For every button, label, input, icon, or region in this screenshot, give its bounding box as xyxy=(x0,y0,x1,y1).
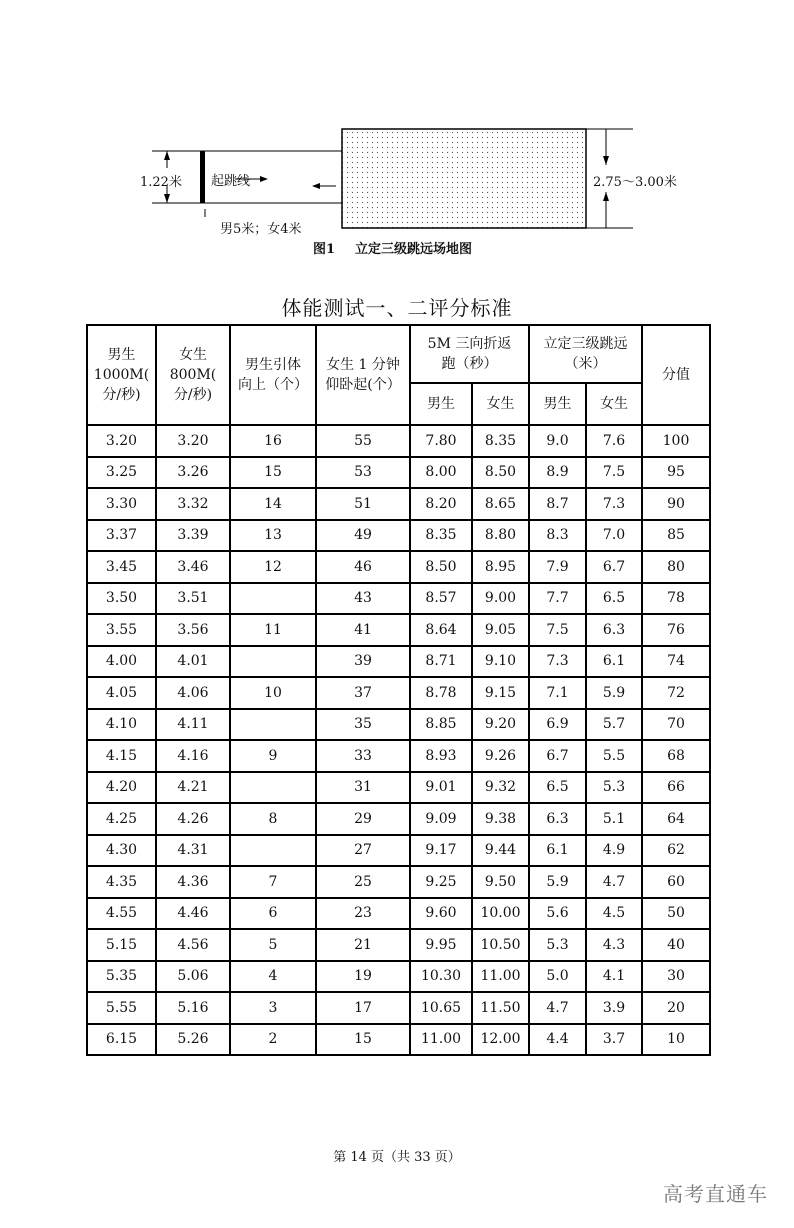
table-cell: 39 xyxy=(316,646,410,678)
table-cell: 72 xyxy=(642,677,710,709)
table-cell xyxy=(230,709,316,741)
table-cell: 4.00 xyxy=(87,646,156,678)
table-cell: 62 xyxy=(642,835,710,867)
table-cell: 4.20 xyxy=(87,772,156,804)
table-cell: 7.7 xyxy=(529,583,586,615)
header-shuttle-run: 5M 三向折返 跑（秒） xyxy=(410,325,529,383)
header-triple-jump: 立定三级跳远 （米） xyxy=(529,325,642,383)
table-row xyxy=(87,866,710,898)
table-cell: 9.0 xyxy=(529,425,586,457)
table-cell: 4 xyxy=(230,961,316,993)
table-cell: 8.20 xyxy=(410,488,472,520)
table-cell: 60 xyxy=(642,866,710,898)
table-cell: 5.5 xyxy=(586,740,642,772)
table-cell: 8.50 xyxy=(410,551,472,583)
header-female-situp: 女生 1 分钟 仰卧起(个） xyxy=(316,325,410,425)
table-cell: 4.5 xyxy=(586,898,642,930)
table-cell: 9 xyxy=(230,740,316,772)
scoring-table xyxy=(86,324,711,1056)
table-row xyxy=(87,583,710,615)
table-body xyxy=(87,425,710,1055)
table-cell: 6.7 xyxy=(586,551,642,583)
table-cell: 20 xyxy=(642,992,710,1024)
table-cell: 12.00 xyxy=(472,1024,529,1056)
table-cell: 3.55 xyxy=(87,614,156,646)
table-cell: 11.50 xyxy=(472,992,529,1024)
table-cell: 5.06 xyxy=(156,961,230,993)
table-cell: 10.00 xyxy=(472,898,529,930)
page-number: 第 14 页（共 33 页） xyxy=(333,1150,461,1165)
table-cell: 74 xyxy=(642,646,710,678)
header-male-pullup: 男生引体 向上（个） xyxy=(230,325,316,425)
table-cell: 68 xyxy=(642,740,710,772)
table-cell xyxy=(230,772,316,804)
table-cell: 8.57 xyxy=(410,583,472,615)
table-cell: 6.5 xyxy=(529,772,586,804)
table-cell: 6.15 xyxy=(87,1024,156,1056)
watermark: 高考直通车 xyxy=(663,1182,768,1206)
table-cell: 33 xyxy=(316,740,410,772)
table-cell: 8.85 xyxy=(410,709,472,741)
table-cell: 4.16 xyxy=(156,740,230,772)
table-cell: 5.16 xyxy=(156,992,230,1024)
table-cell: 3.26 xyxy=(156,457,230,489)
table-cell: 13 xyxy=(230,520,316,552)
table-cell xyxy=(230,583,316,615)
table-cell: 3.25 xyxy=(87,457,156,489)
table-cell: 16 xyxy=(230,425,316,457)
header-male-1000m: 男生 1000M( 分/秒) xyxy=(87,325,156,425)
table-cell: 8.50 xyxy=(472,457,529,489)
table-cell: 7.3 xyxy=(586,488,642,520)
table-cell: 10.50 xyxy=(472,929,529,961)
table-cell: 3.50 xyxy=(87,583,156,615)
table-cell: 5.55 xyxy=(87,992,156,1024)
table-cell: 4.21 xyxy=(156,772,230,804)
table-cell: 9.01 xyxy=(410,772,472,804)
table-cell: 4.3 xyxy=(586,929,642,961)
table-cell: 40 xyxy=(642,929,710,961)
table-cell: 4.56 xyxy=(156,929,230,961)
table-row xyxy=(87,803,710,835)
table-cell: 4.36 xyxy=(156,866,230,898)
table-cell: 3.32 xyxy=(156,488,230,520)
table-cell: 50 xyxy=(642,898,710,930)
table-cell: 5.35 xyxy=(87,961,156,993)
table-cell: 4.7 xyxy=(586,866,642,898)
table-title: 体能测试一、二评分标准 xyxy=(281,296,513,320)
table-cell: 76 xyxy=(642,614,710,646)
table-row xyxy=(87,677,710,709)
table-cell: 8.3 xyxy=(529,520,586,552)
landing-pit xyxy=(342,129,586,228)
table-cell: 2 xyxy=(230,1024,316,1056)
table-cell: 5.7 xyxy=(586,709,642,741)
table-cell: 4.06 xyxy=(156,677,230,709)
table-cell: 51 xyxy=(316,488,410,520)
table-cell: 4.05 xyxy=(87,677,156,709)
table-cell: 3.51 xyxy=(156,583,230,615)
table-cell: 6.9 xyxy=(529,709,586,741)
table-cell: 30 xyxy=(642,961,710,993)
figure-caption xyxy=(313,238,472,257)
table-cell: 5.0 xyxy=(529,961,586,993)
table-cell: 8.7 xyxy=(529,488,586,520)
table-cell: 3.45 xyxy=(87,551,156,583)
table-cell: 5.3 xyxy=(529,929,586,961)
table-row xyxy=(87,425,710,457)
table-cell: 37 xyxy=(316,677,410,709)
pit-range-label: 2.75～3.00米 xyxy=(593,175,677,190)
table-cell: 4.10 xyxy=(87,709,156,741)
table-cell: 11.00 xyxy=(472,961,529,993)
table-row xyxy=(87,457,710,489)
table-cell: 4.31 xyxy=(156,835,230,867)
table-cell: 23 xyxy=(316,898,410,930)
table-row xyxy=(87,992,710,1024)
table-cell: 25 xyxy=(316,866,410,898)
table-cell: 8.71 xyxy=(410,646,472,678)
table-row xyxy=(87,646,710,678)
table-cell: 8.95 xyxy=(472,551,529,583)
table-cell: 4.11 xyxy=(156,709,230,741)
table-cell: 10 xyxy=(642,1024,710,1056)
table-cell: 7.0 xyxy=(586,520,642,552)
table-cell: 19 xyxy=(316,961,410,993)
table-cell: 8.64 xyxy=(410,614,472,646)
table-cell: 3.37 xyxy=(87,520,156,552)
table-cell: 3.46 xyxy=(156,551,230,583)
table-cell: 49 xyxy=(316,520,410,552)
table-cell: 9.25 xyxy=(410,866,472,898)
table-cell: 6.1 xyxy=(586,646,642,678)
table-cell: 8.93 xyxy=(410,740,472,772)
distance-label: 男5米；女4米 xyxy=(220,222,302,237)
table-cell: 5.9 xyxy=(586,677,642,709)
table-row xyxy=(87,740,710,772)
table-cell: 31 xyxy=(316,772,410,804)
table-cell: 9.60 xyxy=(410,898,472,930)
table-cell: 66 xyxy=(642,772,710,804)
table-row xyxy=(87,520,710,552)
table-cell: 9.38 xyxy=(472,803,529,835)
table-cell: 9.50 xyxy=(472,866,529,898)
table-cell: 4.01 xyxy=(156,646,230,678)
table-cell: 3 xyxy=(230,992,316,1024)
table-row xyxy=(87,835,710,867)
table-cell: 5.26 xyxy=(156,1024,230,1056)
table-cell: 3.56 xyxy=(156,614,230,646)
header-shuttle-female: 女生 xyxy=(472,383,529,425)
table-cell: 4.25 xyxy=(87,803,156,835)
table-cell: 53 xyxy=(316,457,410,489)
table-cell: 7.9 xyxy=(529,551,586,583)
table-cell: 6.5 xyxy=(586,583,642,615)
table-cell xyxy=(230,835,316,867)
table-cell: 4.46 xyxy=(156,898,230,930)
table-cell: 8.35 xyxy=(472,425,529,457)
table-cell: 3.20 xyxy=(87,425,156,457)
table-row xyxy=(87,709,710,741)
table-cell: 5.3 xyxy=(586,772,642,804)
table-cell: 4.4 xyxy=(529,1024,586,1056)
table-cell: 7.6 xyxy=(586,425,642,457)
table-cell: 55 xyxy=(316,425,410,457)
table-cell: 8.80 xyxy=(472,520,529,552)
table-cell: 12 xyxy=(230,551,316,583)
table-cell: 8.9 xyxy=(529,457,586,489)
table-cell: 15 xyxy=(316,1024,410,1056)
table-cell: 17 xyxy=(316,992,410,1024)
table-cell: 15 xyxy=(230,457,316,489)
table-row xyxy=(87,488,710,520)
table-cell: 7.80 xyxy=(410,425,472,457)
takeoff-line-label: 起跳线 xyxy=(211,174,251,189)
table-cell: 3.39 xyxy=(156,520,230,552)
header-female-800m: 女生 800M( 分/秒) xyxy=(156,325,230,425)
table-cell: 7 xyxy=(230,866,316,898)
table-cell: 100 xyxy=(642,425,710,457)
table-cell: 4.35 xyxy=(87,866,156,898)
table-cell: 9.26 xyxy=(472,740,529,772)
table-cell: 5.1 xyxy=(586,803,642,835)
field-diagram-graphic xyxy=(0,0,794,270)
table-cell: 9.15 xyxy=(472,677,529,709)
table-cell: 46 xyxy=(316,551,410,583)
header-score: 分值 xyxy=(642,325,710,425)
table-cell: 9.32 xyxy=(472,772,529,804)
table-cell: 41 xyxy=(316,614,410,646)
table-cell: 70 xyxy=(642,709,710,741)
table-cell: 6.3 xyxy=(586,614,642,646)
table-cell: 9.20 xyxy=(472,709,529,741)
table-cell: 64 xyxy=(642,803,710,835)
table-cell: 35 xyxy=(316,709,410,741)
table-cell xyxy=(230,646,316,678)
table-cell: 9.00 xyxy=(472,583,529,615)
table-row xyxy=(87,929,710,961)
table-cell: 7.5 xyxy=(529,614,586,646)
table-cell: 10.65 xyxy=(410,992,472,1024)
table-cell: 8.35 xyxy=(410,520,472,552)
figure-caption-number: 图1 xyxy=(313,242,336,257)
table-cell: 8 xyxy=(230,803,316,835)
table-cell: 21 xyxy=(316,929,410,961)
table-cell: 7.1 xyxy=(529,677,586,709)
table-row xyxy=(87,1024,710,1056)
table-cell: 9.44 xyxy=(472,835,529,867)
table-cell: 6.7 xyxy=(529,740,586,772)
table-cell: 5.15 xyxy=(87,929,156,961)
table-cell: 7.5 xyxy=(586,457,642,489)
header-jump-female: 女生 xyxy=(586,383,642,425)
table-row xyxy=(87,772,710,804)
jump-field-diagram xyxy=(0,0,794,270)
table-cell: 7.3 xyxy=(529,646,586,678)
table-cell: 11.00 xyxy=(410,1024,472,1056)
table-cell: 10.30 xyxy=(410,961,472,993)
table-cell: 8.65 xyxy=(472,488,529,520)
table-cell: 4.9 xyxy=(586,835,642,867)
table-cell: 43 xyxy=(316,583,410,615)
table-cell: 4.30 xyxy=(87,835,156,867)
table-cell: 85 xyxy=(642,520,710,552)
table-cell: 80 xyxy=(642,551,710,583)
table-row xyxy=(87,551,710,583)
table-cell: 9.05 xyxy=(472,614,529,646)
figure-caption-text: 立定三级跳远场地图 xyxy=(355,242,473,257)
table-cell: 10 xyxy=(230,677,316,709)
table-cell: 3.30 xyxy=(87,488,156,520)
table-row xyxy=(87,614,710,646)
table-cell: 6.3 xyxy=(529,803,586,835)
table-row xyxy=(87,898,710,930)
table-cell: 3.20 xyxy=(156,425,230,457)
table-cell: 5.9 xyxy=(529,866,586,898)
table-cell: 78 xyxy=(642,583,710,615)
takeoff-line xyxy=(200,151,205,203)
header-jump-male: 男生 xyxy=(529,383,586,425)
table-cell: 4.7 xyxy=(529,992,586,1024)
table-cell: 4.1 xyxy=(586,961,642,993)
table-cell: 3.9 xyxy=(586,992,642,1024)
table-cell: 9.09 xyxy=(410,803,472,835)
table-cell: 29 xyxy=(316,803,410,835)
table-cell: 4.26 xyxy=(156,803,230,835)
table-cell: 6 xyxy=(230,898,316,930)
table-cell: 6.1 xyxy=(529,835,586,867)
header-shuttle-male: 男生 xyxy=(410,383,472,425)
table-cell: 9.95 xyxy=(410,929,472,961)
table-cell: 3.7 xyxy=(586,1024,642,1056)
table-cell: 95 xyxy=(642,457,710,489)
table-cell: 5 xyxy=(230,929,316,961)
table-row xyxy=(87,961,710,993)
table-cell: 8.78 xyxy=(410,677,472,709)
table-cell: 9.10 xyxy=(472,646,529,678)
table-cell: 11 xyxy=(230,614,316,646)
table-cell: 8.00 xyxy=(410,457,472,489)
table-cell: 4.15 xyxy=(87,740,156,772)
table-cell: 90 xyxy=(642,488,710,520)
runway-width-label: 1.22米 xyxy=(140,175,182,190)
table-cell: 9.17 xyxy=(410,835,472,867)
table-cell: 5.6 xyxy=(529,898,586,930)
table-cell: 27 xyxy=(316,835,410,867)
table-cell: 14 xyxy=(230,488,316,520)
table-cell: 4.55 xyxy=(87,898,156,930)
